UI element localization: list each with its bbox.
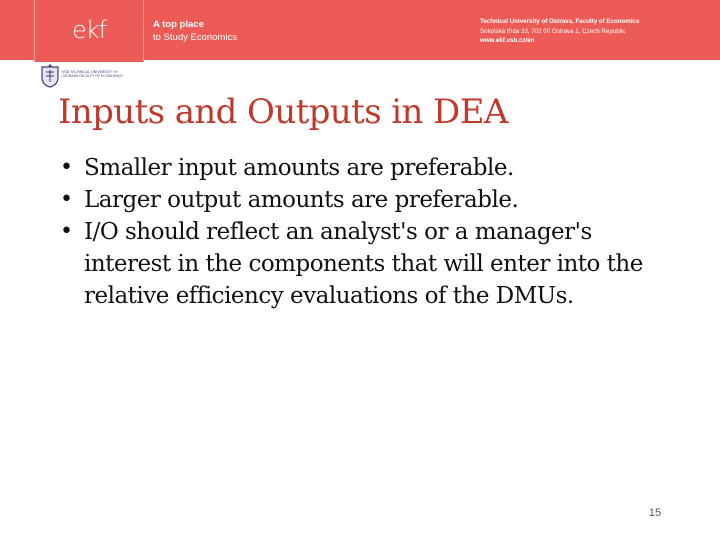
university-crest-box — [34, 62, 142, 90]
page-number: 15 — [648, 507, 662, 519]
bullet-dot-icon: • — [60, 219, 73, 244]
crest-text: VŠB TECHNICAL UNIVERSITY OF OSTRAVA FACULTY OF ECONOMICS — [62, 70, 123, 78]
logo-text: ekf — [71, 16, 107, 44]
tagline-line-2: to Study Economics — [153, 32, 237, 43]
tagline — [153, 18, 237, 44]
address-line-1: Technical University of Ostrava, Faculty of Economics — [480, 18, 640, 25]
bullet-item — [58, 152, 698, 184]
bullet-text: I/O should reflect an analyst's or a manager's interest in the components that will enter into the relative efficiency evaluations of the DMUs. — [84, 219, 643, 309]
faculty-logo[interactable] — [34, 0, 144, 62]
slide-title: Inputs and Outputs in DEA — [58, 92, 508, 132]
bullet-dot-icon: • — [60, 155, 73, 180]
address-website[interactable]: www.ekf.vsb.cz/en — [480, 37, 535, 44]
bullet-text: Larger output amounts are preferable. — [84, 187, 519, 213]
bullet-item — [58, 184, 698, 216]
bullet-text: Smaller input amounts are preferable. — [84, 155, 514, 181]
bullet-dot-icon: • — [60, 187, 73, 212]
address-line-2: Sokolská třída 33, 702 00 Ostrava 1, Czech Republic — [480, 27, 626, 35]
address-block — [480, 17, 639, 46]
tagline-line-1: A top place — [153, 19, 204, 30]
bullet-item — [58, 216, 698, 312]
university-crest-icon — [40, 64, 60, 88]
bullet-list — [58, 152, 698, 312]
